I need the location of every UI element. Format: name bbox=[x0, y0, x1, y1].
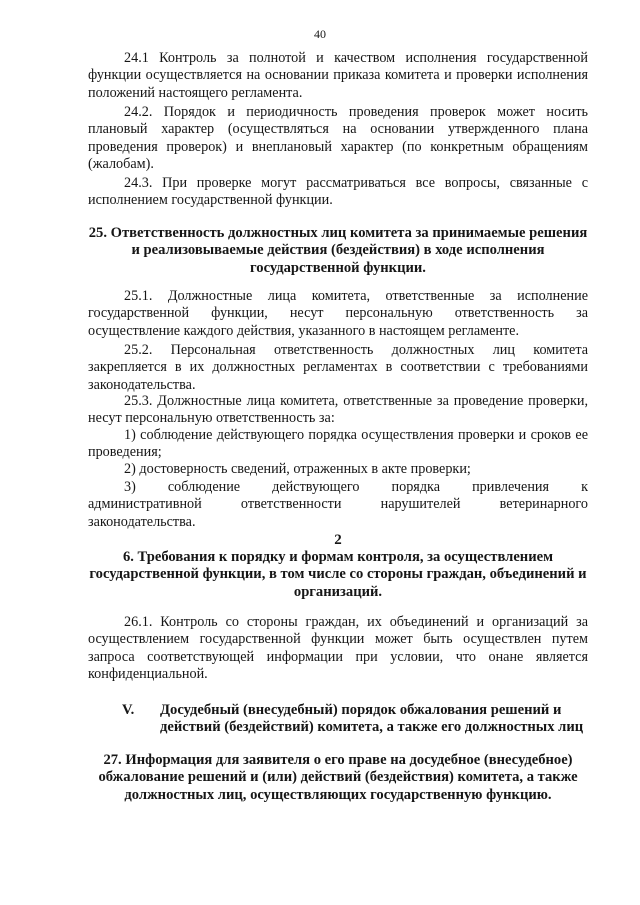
stray-number: 2 bbox=[334, 532, 342, 548]
heading-27: 27. Информация для заявителя о его праве на досудебное (внесудебное) обжалование решений и (или) действий (бездействия) комитета, а также должностных лиц, осуществляющих государственную функцию. bbox=[98, 752, 578, 803]
paragraph-25-3: 25.3. Должностные лица комитета, ответственные за проведение проверки, несут персональную ответственность за: bbox=[88, 393, 588, 427]
section-v-line-1: Досудебный (внесудебный) порядок обжалования решений и bbox=[160, 702, 562, 718]
heading-26: 6. Требования к порядку и формам контроля, за осуществлением государственной функции, в том числе со стороны граждан, объединений и организаций. bbox=[89, 549, 587, 600]
list-item-3-line-2: административной ответственности нарушителей ветеринарного bbox=[88, 496, 588, 513]
list-item-3 bbox=[88, 479, 588, 531]
list-item-3-line-1: 3) соблюдение действующего порядка привлечения к bbox=[124, 479, 588, 495]
paragraph-24-1: 24.1 Контроль за полнотой и качеством исполнения государственной функции осуществляется на основании приказа комитета и проверки исполнения положений настоящего регламента. bbox=[88, 50, 588, 101]
paragraph-24-3: 24.3. При проверке могут рассматриваться все вопросы, связанные с исполнением государственной функции. bbox=[88, 175, 588, 209]
paragraph-25-1: 25.1. Должностные лица комитета, ответственные за исполнение государственной функции, несут персональную ответственность за осуществление каждого действия, указанного в настоящем регламенте. bbox=[88, 288, 588, 339]
section-v-heading bbox=[88, 702, 588, 737]
list-item-2: 2) достоверность сведений, отраженных в акте проверки; bbox=[124, 461, 471, 477]
heading-25: 25. Ответственность должностных лиц комитета за принимаемые решения и реализовываемые действия (бездействия) в ходе исполнения государственной функции. bbox=[88, 225, 588, 276]
page-number: 40 bbox=[314, 27, 326, 41]
paragraph-24-2: 24.2. Порядок и периодичность проведения проверок может носить плановый характер (осуществляться на основании утвержденного плана проведения проверок) и внеплановый характер (по конкретным обращениям (жалобам). bbox=[88, 104, 588, 173]
section-v-line-2: действий (бездействий) комитета, а также его должностных лиц bbox=[160, 719, 584, 736]
paragraph-25-2: 25.2. Персональная ответственность должностных лиц комитета закрепляется в их должностных регламентах в соответствии с требованиями законодательства. bbox=[88, 342, 588, 393]
section-v-number: V. bbox=[122, 702, 135, 718]
list-item-1: 1) соблюдение действующего порядка осуществления проверки и сроков ее проведения; bbox=[88, 427, 588, 461]
list-item-3-line-3: законодательства. bbox=[88, 513, 196, 530]
paragraph-26-1: 26.1. Контроль со стороны граждан, их объединений и организаций за осуществлением государственной функции может быть осуществлен путем запроса соответствующей информации при условии, что онане является конфиденциальной. bbox=[88, 614, 588, 683]
